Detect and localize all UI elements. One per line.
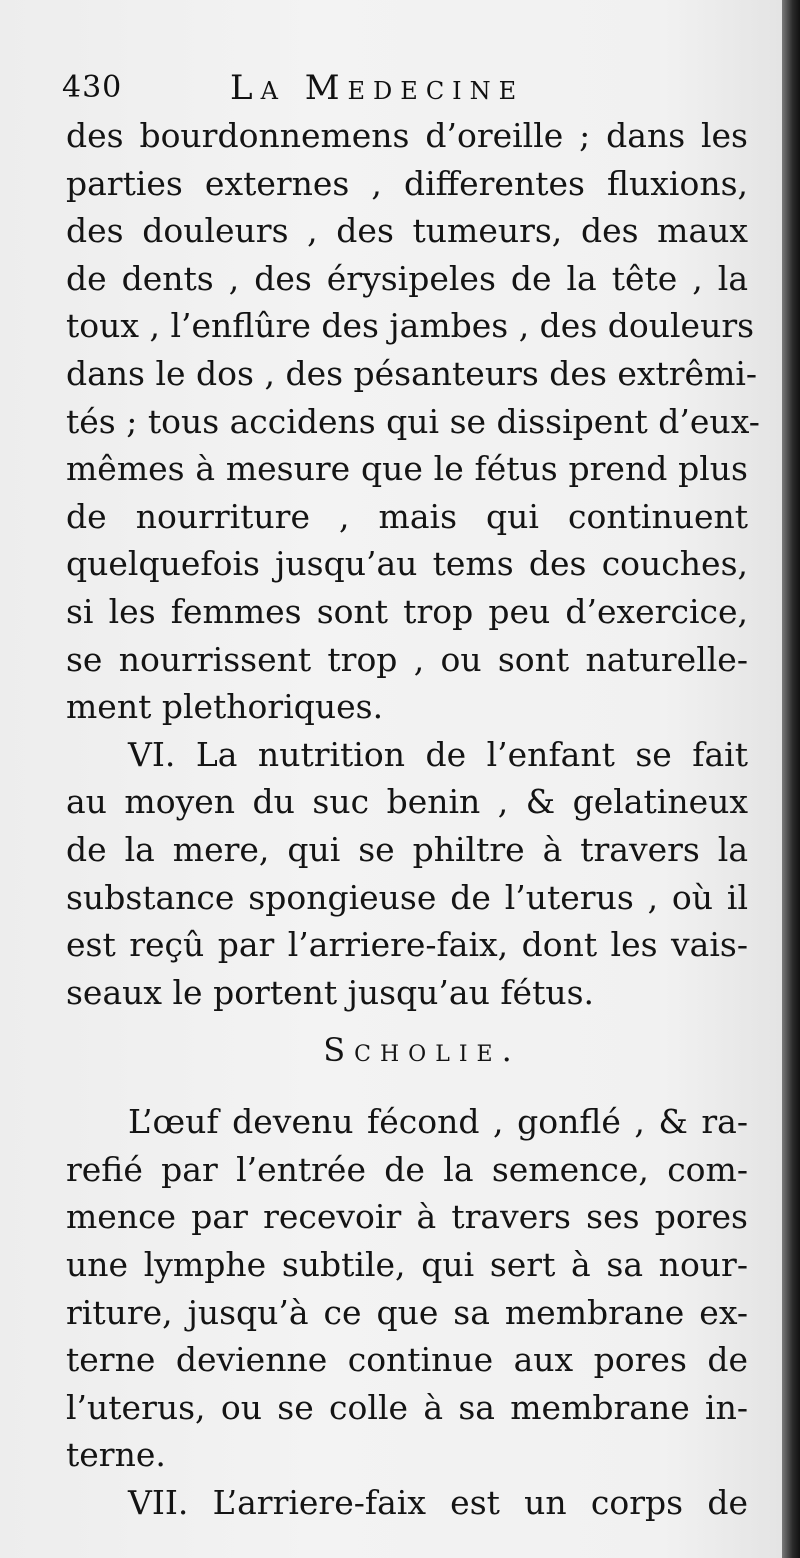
paragraph-continued bbox=[66, 112, 760, 731]
text-line: mence par recevoir à travers ses pores bbox=[66, 1197, 748, 1237]
text-line: ment plethoriques. bbox=[66, 687, 384, 727]
text-line: riture, jusqu’à ce que sa membrane ex- bbox=[66, 1292, 748, 1332]
text-line: si les femmes sont trop peu d’exercice, bbox=[66, 591, 748, 631]
text-line: de la mere, qui se philtre à travers la bbox=[66, 829, 748, 869]
text-line: terne devienne continue aux pores de bbox=[66, 1340, 748, 1380]
body-text bbox=[66, 112, 760, 1527]
page-edge-shadow bbox=[782, 0, 800, 1558]
text-line: toux , l’enflûre des jambes , des douleurs bbox=[66, 306, 755, 346]
text-line: au moyen du suc benin , & gelatineux bbox=[66, 782, 748, 822]
text-line: se nourrissent trop , ou sont naturelle- bbox=[66, 639, 748, 679]
text-line: de nourriture , mais qui continuent bbox=[66, 496, 748, 536]
text-line: de dents , des érysipeles de la tête , la bbox=[66, 258, 748, 298]
text-line: VI. La nutrition de l’enfant se fait bbox=[128, 734, 748, 774]
text-line: est reçû par l’arriere-faix, dont les vais- bbox=[66, 925, 748, 965]
paragraph-vii bbox=[66, 1479, 748, 1527]
text-line: parties externes , differentes fluxions, bbox=[66, 163, 748, 203]
text-line: terne. bbox=[66, 1435, 166, 1475]
paragraph-scholie bbox=[66, 1098, 748, 1479]
text-line: des douleurs , des tumeurs, des maux bbox=[66, 211, 748, 251]
text-line: refié par l’entrée de la semence, com- bbox=[66, 1149, 748, 1189]
paragraph-vi bbox=[66, 731, 748, 1017]
text-line: des bourdonnemens d’oreille ; dans les bbox=[66, 116, 748, 155]
text-line: mêmes à mesure que le fétus prend plus bbox=[66, 449, 748, 489]
text-line: dans le dos , des pésanteurs des extrêmi- bbox=[66, 353, 758, 393]
text-line: tés ; tous accidens qui se dissipent d’eux- bbox=[66, 401, 760, 441]
text-line: quelquefois jusqu’au tems des couches, bbox=[66, 544, 748, 584]
section-title: Scholie. bbox=[323, 1031, 521, 1070]
text-line: une lymphe subtile, qui sert à sa nour- bbox=[66, 1245, 748, 1285]
text-line: L’œuf devenu fécond , gonflé , & ra- bbox=[128, 1102, 748, 1142]
page-header bbox=[62, 64, 722, 114]
text-line: VII. L’arriere-faix est un corps de bbox=[128, 1483, 748, 1523]
text-line: substance spongieuse de l’uterus , où il bbox=[66, 877, 748, 917]
text-line: seaux le portent jusqu’au fétus. bbox=[66, 972, 595, 1012]
text-line: l’uterus, ou se colle à sa membrane in- bbox=[66, 1387, 748, 1427]
page-number: 430 bbox=[62, 70, 123, 105]
running-head: La Medecine bbox=[230, 68, 525, 108]
